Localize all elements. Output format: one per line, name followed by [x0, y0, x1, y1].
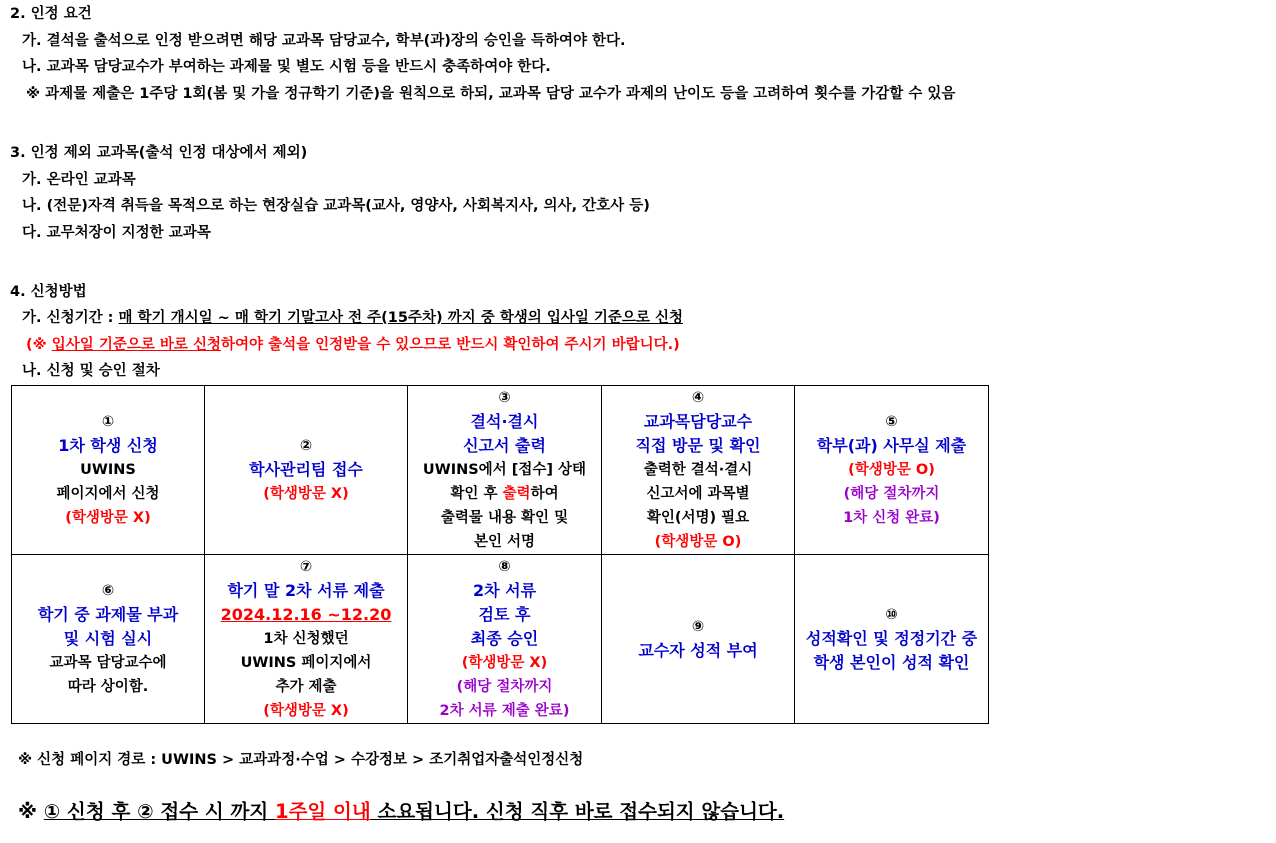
step-text: 본인 서명	[473, 534, 536, 550]
step-progress-note: (해당 절차까지	[843, 486, 940, 502]
note-part1: ① 신청 후 ② 접수 시 까지	[43, 800, 275, 823]
step-number: ⑦	[299, 559, 313, 575]
period-text: 매 학기 개시일 ~ 매 학기 기말고사 전 주(15주차) 까지 중 학생의 입사일 기준으로 신청	[118, 310, 683, 326]
step-number: ⑨	[691, 619, 705, 635]
step-title: 검토 후	[478, 605, 531, 624]
step-number: ⑧	[498, 559, 511, 575]
step-number: ⑤	[885, 414, 898, 430]
step-1-cell	[12, 386, 205, 555]
step-title: 최종 승인	[470, 629, 539, 648]
step-number: ③	[498, 390, 511, 406]
step-text: UWINS 페이지에서	[240, 655, 372, 671]
step-text: 출력물 내용 확인 및	[440, 510, 569, 526]
step-progress-note: (해당 절차까지	[456, 679, 553, 695]
step-2-cell	[205, 386, 408, 555]
step-title: 신고서 출력	[463, 436, 546, 455]
step-text: 따라 상이함.	[67, 679, 149, 695]
step-progress-note: 1차 신청 완료)	[843, 510, 940, 526]
step-5-cell	[795, 386, 989, 555]
step-text: 추가 제출	[275, 679, 337, 695]
step-9-cell	[602, 555, 795, 724]
step-8-cell	[408, 555, 602, 724]
application-path-note: ※ 신청 페이지 경로 : UWINS > 교과과정·수업 > 수강정보 > 조기취업자출석인정신청	[18, 752, 584, 768]
section-3-item-a: 가. 온라인 교과목	[22, 172, 136, 188]
step-text: UWINS	[80, 462, 136, 478]
step-10-cell	[795, 555, 989, 724]
step-title: 학부(과) 사무실 제출	[816, 436, 967, 455]
section-3-item-c: 다. 교무처장이 지정한 교과목	[22, 225, 211, 241]
step-title: 결석·결시	[470, 412, 539, 431]
section-2-note: ※ 과제물 제출은 1주당 1회(봄 및 가을 정규학기 기준)을 원칙으로 하되, 교과목 담당 교수가 과제의 난이도 등을 고려하여 횟수를 가감할 수 있음	[26, 86, 956, 102]
step-text: UWINS에서 [접수] 상태	[422, 462, 587, 478]
submission-date: 2024.12.16 ~12.20	[220, 605, 392, 624]
visit-status: (학생방문 X)	[263, 703, 349, 719]
procedure-table	[11, 385, 989, 724]
table-row	[12, 386, 989, 555]
step-text: 교과목 담당교수에	[49, 655, 167, 671]
note-part2: 소요됩니다. 신청 직후 바로 접수되지 않습니다.	[370, 800, 785, 823]
warning-rest: 하여야 출석을 인정받을 수 있으므로 반드시 확인하여 주시기 바랍니다.)	[221, 337, 680, 353]
section-2-item-b: 나. 교과목 담당교수가 부여하는 과제물 및 별도 시험 등을 반드시 충족하여야 한다.	[22, 59, 551, 75]
warning-highlight: 입사일 기준으로 바로 신청	[51, 337, 222, 353]
table-row	[12, 555, 989, 724]
section-4-item-b: 나. 신청 및 승인 절차	[22, 363, 160, 379]
section-4-title: 4. 신청방법	[10, 284, 87, 300]
step-3-cell	[408, 386, 602, 555]
section-4-warning	[26, 335, 680, 355]
section-3-title: 3. 인정 제외 교과목(출석 인정 대상에서 제외)	[10, 145, 308, 161]
step-progress-note: 2차 서류 제출 완료)	[439, 703, 570, 719]
step-title: 학생 본인이 성적 확인	[813, 653, 970, 672]
step-text: 1차 신청했던	[263, 631, 349, 647]
step-title: 1차 학생 신청	[58, 436, 158, 455]
visit-status: (학생방문 O)	[848, 462, 935, 478]
warning-open: (※	[26, 337, 52, 353]
step-title: 교수자 성적 부여	[638, 641, 758, 660]
visit-status: (학생방문 X)	[263, 486, 349, 502]
step-title: 학기 말 2차 서류 제출	[227, 581, 385, 600]
step-text: 확인 후 출력하여	[450, 486, 559, 502]
section-4-item-a	[22, 308, 683, 328]
section-2-item-a: 가. 결석을 출석으로 인정 받으려면 해당 교과목 담당교수, 학부(과)장의 승인을 득하여야 한다.	[22, 33, 626, 49]
step-title: 학기 중 과제물 부과	[37, 605, 179, 624]
step-4-cell	[602, 386, 795, 555]
step-7-cell	[205, 555, 408, 724]
step-number: ②	[299, 438, 313, 454]
step-title: 2차 서류	[472, 581, 537, 600]
step-title: 학사관리팀 접수	[249, 460, 363, 479]
step-text: 신고서에 과목별	[646, 486, 750, 502]
visit-status: (학생방문 X)	[65, 510, 151, 526]
step-title: 및 시험 실시	[63, 629, 153, 648]
note-mark: ※	[18, 800, 44, 823]
step-title: 직접 방문 및 확인	[635, 436, 761, 455]
section-3-item-b: 나. (전문)자격 취득을 목적으로 하는 현장실습 교과목(교사, 영양사, 사회복지사, 의사, 간호사 등)	[22, 198, 650, 214]
step-number: ⑩	[885, 607, 898, 623]
visit-status: (학생방문 X)	[461, 655, 548, 671]
step-text: 확인(서명) 필요	[646, 510, 750, 526]
step-number: ①	[101, 414, 115, 430]
section-2-title: 2. 인정 요건	[10, 6, 92, 22]
step-text: 페이지에서 신청	[56, 486, 160, 502]
step-number: ④	[691, 390, 705, 406]
visit-status: (학생방문 O)	[654, 534, 742, 550]
step-text: 출력한 결석·결시	[643, 462, 753, 478]
step-title: 교과목담당교수	[643, 412, 753, 431]
note-highlight: 1주일 이내	[275, 800, 371, 823]
step-number: ⑥	[101, 583, 115, 599]
step-title: 성적확인 및 정정기간 중	[805, 629, 978, 648]
step-6-cell	[12, 555, 205, 724]
period-label: 가. 신청기간 :	[22, 310, 119, 326]
processing-time-note	[18, 796, 784, 824]
